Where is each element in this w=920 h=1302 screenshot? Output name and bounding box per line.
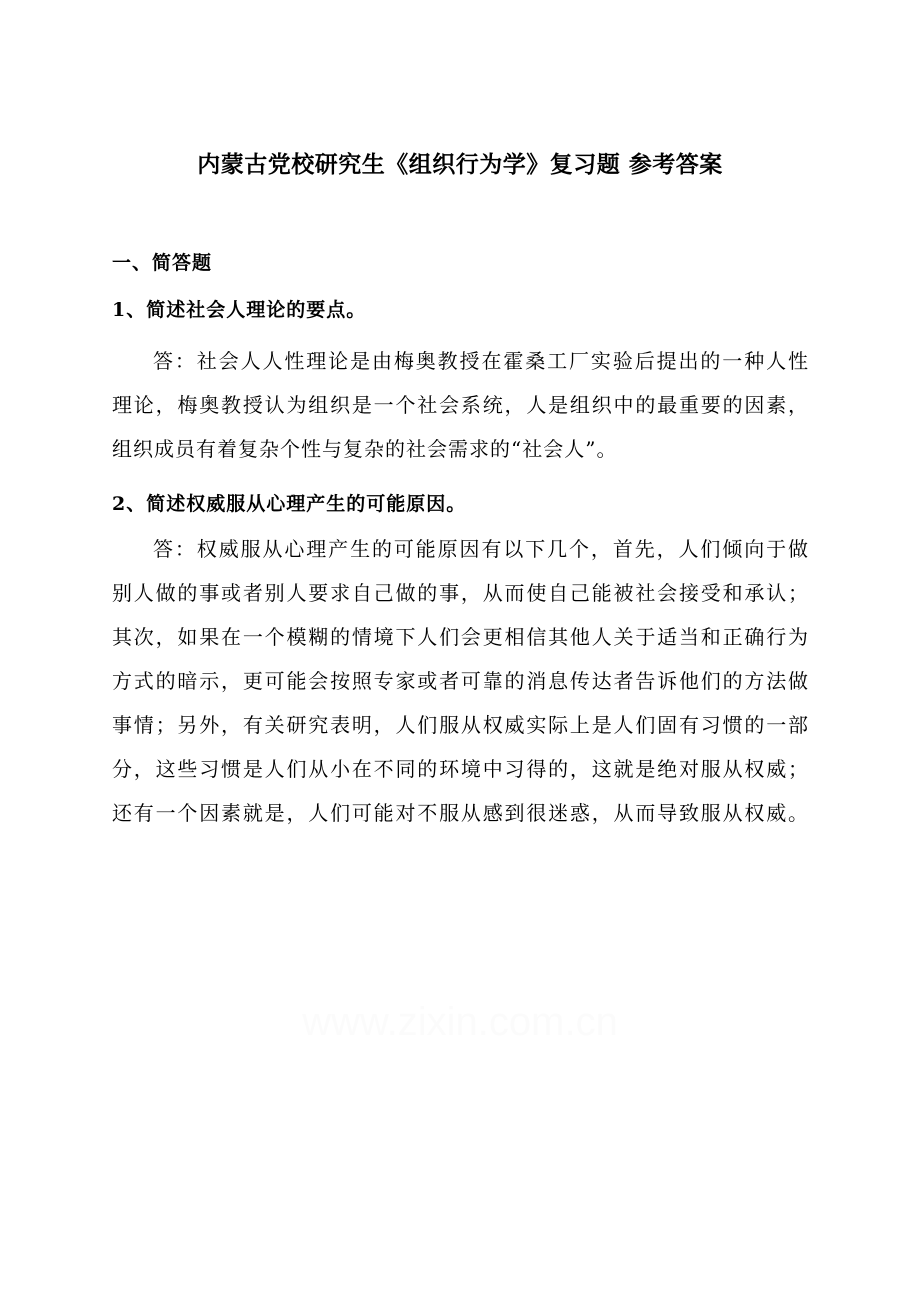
answer-1-line: 理论，梅奥教授认为组织是一个社会系统，人是组织中的最重要的因素，	[112, 393, 808, 417]
answer-2-line: 事情；另外，有关研究表明，人们服从权威实际上是人们固有习惯的一部	[112, 713, 808, 737]
answer-2-line: 方式的暗示，更可能会按照专家或者可靠的消息传达者告诉他们的方法做	[112, 669, 808, 693]
watermark: www.zixin.com.cn	[302, 1000, 618, 1044]
section-heading: 一、简答题	[112, 252, 213, 274]
answer-2-line: 答：权威服从心理产生的可能原因有以下几个，首先，人们倾向于做	[153, 537, 808, 561]
question-2-heading: 2、简述权威服从心理产生的可能原因。	[112, 493, 467, 515]
answer-1-line: 答：社会人人性理论是由梅奥教授在霍桑工厂实验后提出的一种人性	[153, 349, 808, 373]
answer-1-line: 组织成员有着复杂个性与复杂的社会需求的“社会人”。	[112, 437, 618, 461]
answer-2-line: 分，这些习惯是人们从小在不同的环境中习得的，这就是绝对服从权威；	[112, 757, 808, 781]
question-1-heading: 1、简述社会人理论的要点。	[112, 299, 367, 321]
answer-2-line: 别人做的事或者别人要求自己做的事，从而使自己能被社会接受和承认；	[112, 581, 808, 605]
answer-2-line: 还有一个因素就是，人们可能对不服从感到很迷惑，从而导致服从权威。	[112, 801, 808, 825]
document-title: 内蒙古党校研究生《组织行为学》复习题 参考答案	[197, 151, 723, 178]
answer-2-line: 其次，如果在一个模糊的情境下人们会更相信其他人关于适当和正确行为	[112, 625, 808, 649]
